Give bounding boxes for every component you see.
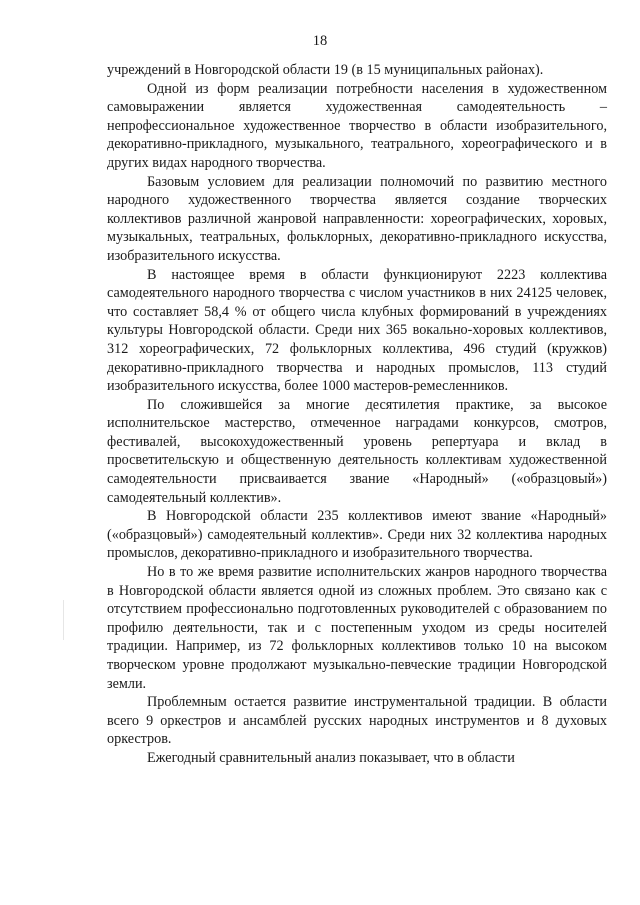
paragraph-titled-collectives: В Новгородской области 235 коллективов имеют звание «Народный» («образцовый») самодеятельный коллектив». Среди них 32 коллектива народных промыслов, декоративно-прикладного и изобразительного творчества.	[107, 508, 607, 562]
page-number: 18	[312, 33, 328, 49]
paragraph-collectives-statistics: В настоящее время в области функционируют 2223 коллектива самодеятельного народного творчества с числом участников в них 24125 человек, что составляет 58,4 % от общего числа клубных формирований в учреждениях культуры Новгородской области. Среди них 365 вокально-хоровых коллективов, 312 хореографических, 72 фольклорных коллектива, 496 студий (кружков) декоративно-прикладного творчества и народных промыслов, 113 студий изобразительного искусства, более 1000 мастеров-ремесленников.	[107, 266, 607, 395]
paragraph-basic-condition: Базовым условием для реализации полномочий по развитию местного народного художественного творчества является создание творческих коллективов различной жанровой направленности: хореографических, хоровых, музыкальных, театральных, фольклорных, декоративно-прикладного искусства, изобразительного искусства.	[107, 173, 607, 264]
paragraph-amateur-art-forms: Одной из форм реализации потребности населения в художественном самовыражении является художественная самодеятельность – непрофессиональное художественное творчество в области изобразительного, декоративно-прикладного, музыкального, театрального, хореографического и в других видах народного творчества.	[107, 80, 607, 171]
paragraph-performing-genres-problem: Но в то же время развитие исполнительских жанров народного творчества в Новгородской области является одной из сложных проблем. Это связано как с отсутствием профессионально подготовленных руководителей с образованием по профилю деятельности, так и с постепенным уходом из среды носителей традиции. Например, из 72 фольклорных коллективов только 10 на высоком творческом уровне продолжают музыкально-певческие традиции Новгородской земли.	[107, 564, 607, 692]
paragraph-continuation: учреждений в Новгородской области 19 (в 15 муниципальных районах).	[107, 62, 544, 78]
paragraph-annual-analysis: Ежегодный сравнительный анализ показывает, что в области	[147, 749, 515, 766]
scan-edge-mark	[63, 600, 64, 640]
document-body	[107, 61, 607, 768]
paragraph-title-practice: По сложившейся за многие десятилетия практике, за высокое исполнительское мастерство, отмеченное наградами конкурсов, смотров, фестивалей, высокохудожественный уровень репертуара и вклад в просветительскую и общественную деятельность коллективам художественной самодеятельности присваивается звание «Народный» («образцовый») самодеятельный коллектив».	[107, 396, 607, 506]
paragraph-instrumental-tradition: Проблемным остается развитие инструментальной традиции. В области всего 9 оркестров и ансамблей русских народных инструментов и 8 духовых оркестров.	[107, 694, 607, 748]
